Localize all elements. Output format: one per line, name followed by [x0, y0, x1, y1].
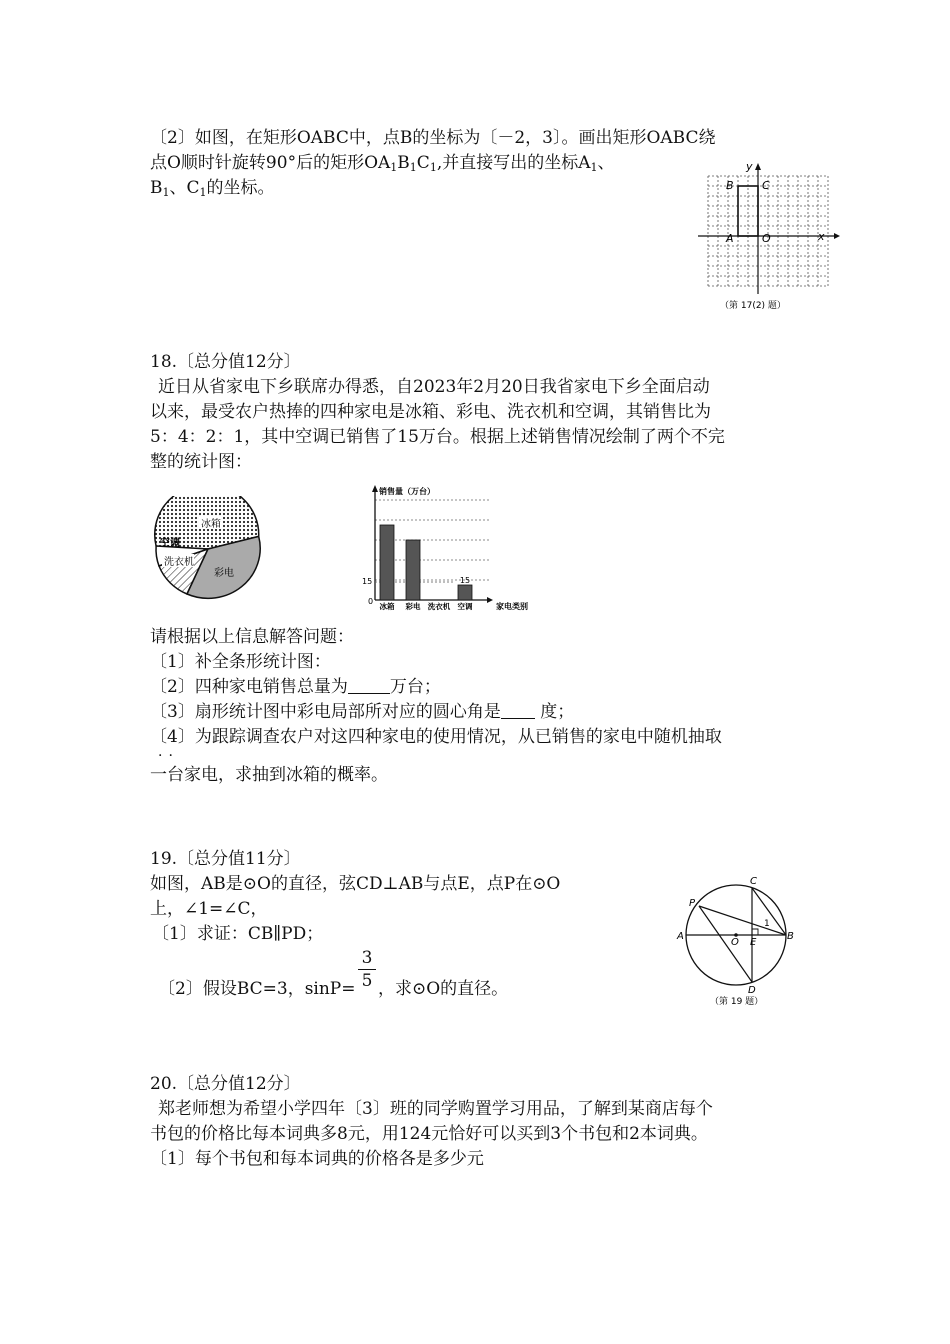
q17-caption: （第 17(2) 题） [720, 301, 786, 310]
label-e: E [750, 937, 757, 948]
q18-paragraph-line2: 以来，最受农户热捧的四种家电是冰箱、彩电、洗衣机和空调，其销售比为 [150, 402, 711, 422]
q18-heading: 18.〔总分值12分〕 [150, 352, 301, 372]
y-axis-arrow [755, 163, 761, 170]
q19-circle-figure [672, 873, 802, 1008]
q20-heading: 20.〔总分值12分〕 [150, 1074, 301, 1094]
q18-question-2: 〔2〕四种家电销售总量为 万台； [150, 677, 441, 697]
q19-caption: （第 19 题） [710, 997, 764, 1007]
point-c-label: C [762, 179, 770, 192]
q18-question-4-cont: 一台家电，求抽到冰箱的概率。 [150, 765, 388, 785]
q17-part2-line3: $B_1$、$C_1$的坐标。 [150, 178, 275, 199]
q20-paragraph-line2: 书包的价格比每本词典多8元，用124元恰好可以买到3个书包和2本词典。 [150, 1124, 708, 1144]
bar-3 [458, 585, 472, 600]
q19-line2: 上，∠1=∠C， [150, 899, 268, 919]
y-label: y [746, 160, 753, 173]
bar-category-label: 空调 [457, 602, 473, 611]
q19-question-1: 〔1〕求证：CB∥PD； [152, 924, 324, 944]
label-c: C [750, 876, 757, 887]
bar-x-axis-label: 家电类别 [496, 602, 528, 611]
q18-paragraph-line3: 5：4：2：1，其中空调已销售了15万台。根据上述销售情况绘制了两个不完 [150, 427, 725, 447]
label-d: D [748, 985, 756, 996]
pie-label-tv: 彩电 [214, 568, 234, 579]
answer-blank-total [348, 675, 390, 694]
q18-question-3: 〔3〕扇形统计图中彩电局部所对应的圆心角是 度； [150, 702, 575, 722]
bar-category-label: 洗衣机 [427, 602, 451, 611]
q17-grid-lines [708, 176, 828, 286]
q18-question-1: 〔1〕补全条形统计图： [150, 652, 331, 672]
bar-0 [380, 525, 394, 600]
segment-pd [699, 906, 752, 982]
q19-heading: 19.〔总分值11分〕 [150, 849, 301, 869]
q18-paragraph-line1: 近日从省家电下乡联席办得悉，自2023年2月20日我省家电下乡全面启动 [158, 377, 710, 397]
q19-line1: 如图，AB是⊙O的直径，弦CD⊥AB与点E，点P在⊙O [150, 874, 561, 894]
q17-part2-line1: 〔2〕如图，在矩形OABC中，点B的坐标为〔－2，3〕。画出矩形OABC绕 [150, 128, 716, 148]
bar-y-axis-arrow [372, 485, 378, 492]
q18-question-4: 〔4〕为跟踪调查农户对这四种家电的使用情况，从已销售的家电中随机抽取 [150, 727, 722, 747]
q18-pie-chart [150, 496, 270, 608]
bar-category-label: 冰箱 [379, 602, 395, 611]
emphasis-dots: ·· [158, 748, 179, 764]
q19-question-2a: 〔2〕假设BC=3，sinP= [158, 979, 356, 999]
pie-label-ac: 空调 [160, 538, 180, 549]
x-label: x [818, 230, 825, 243]
fraction-3-5: 3 5 [358, 948, 376, 991]
bar-x-axis-arrow [487, 597, 493, 603]
bar-y-tick-15: 15 [362, 577, 373, 586]
label-p: P [689, 898, 696, 909]
segment-pb [699, 906, 786, 935]
point-o-label: O [762, 232, 771, 245]
bar-1 [406, 540, 420, 600]
point-b-label: B [726, 179, 734, 192]
label-b: B [787, 931, 794, 942]
q20-paragraph-line1: 郑老师想为希望小学四年〔3〕班的同学购置学习用品，了解到某商店每个 [158, 1099, 713, 1119]
q19-question-2b: ，求⊙O的直径。 [378, 979, 509, 999]
label-o: O [731, 937, 739, 948]
answer-blank-angle [501, 700, 535, 719]
bar-value-label: 15 [459, 576, 471, 585]
q18-paragraph-line4: 整的统计图： [150, 452, 252, 472]
q20-question-1: 〔1〕每个书包和每本词典的价格各是多少元 [150, 1149, 484, 1169]
q18-question-intro: 请根据以上信息解答问题： [150, 627, 354, 647]
pie-label-fridge: 冰箱 [201, 519, 221, 530]
label-angle-1: 1 [764, 919, 770, 929]
q17-part2-line2: 点O顺时针旋转90°后的矩形$OA_1B_1C_1$,并直接写出的坐标$A_1$、 [150, 153, 615, 174]
bar-chart-title: 销售量（万台） [379, 487, 435, 496]
label-a: A [677, 931, 684, 942]
point-a-label: A [726, 232, 734, 245]
bar-category-label: 彩电 [405, 602, 421, 611]
q17-grid-figure [690, 158, 840, 310]
x-axis-arrow [834, 233, 840, 239]
right-angle-mark [752, 929, 758, 935]
bar-origin-label: 0 [368, 597, 374, 606]
pie-label-washer: 洗衣机 [164, 557, 194, 568]
q18-bar-chart [355, 480, 555, 616]
